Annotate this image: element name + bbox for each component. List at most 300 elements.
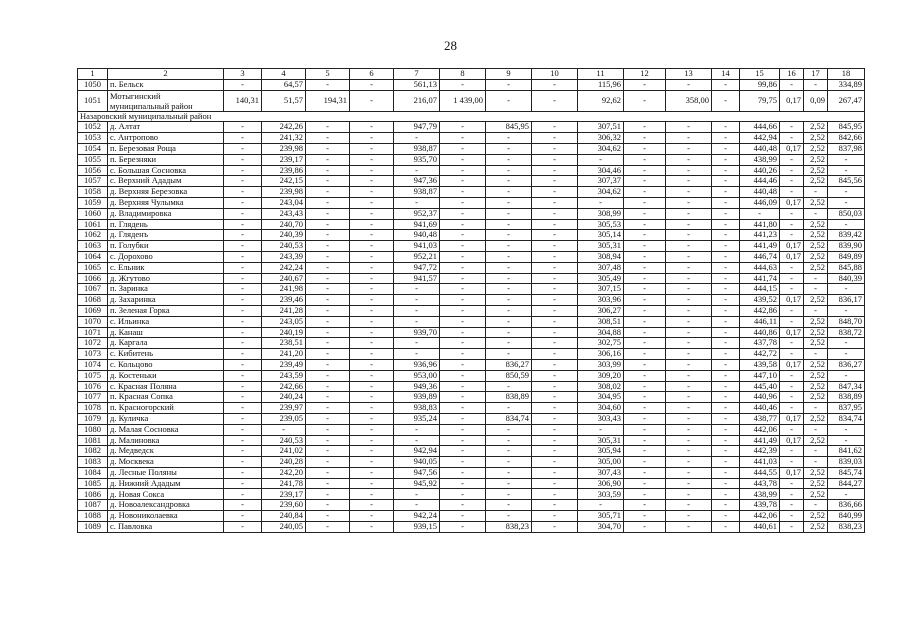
value-cell: - xyxy=(306,219,350,230)
table-row xyxy=(78,457,865,468)
value-cell: - xyxy=(712,392,740,403)
value-cell: - xyxy=(666,219,712,230)
value-cell: - xyxy=(666,241,712,252)
value-cell: 2,52 xyxy=(804,262,828,273)
value-cell: - xyxy=(350,295,394,306)
value-cell: 942,94 xyxy=(394,446,440,457)
settlement-name-cell: д. Владимировка xyxy=(108,208,224,219)
value-cell: - xyxy=(532,208,578,219)
value-cell: - xyxy=(666,295,712,306)
value-cell: - xyxy=(486,511,532,522)
settlement-name-cell: с. Ельник xyxy=(108,262,224,273)
value-cell: 239,17 xyxy=(262,489,306,500)
value-cell: - xyxy=(306,165,350,176)
settlement-name-cell: п. Зеленая Горка xyxy=(108,305,224,316)
value-cell: - xyxy=(350,165,394,176)
row-number-cell: 1087 xyxy=(78,500,108,511)
value-cell: - xyxy=(740,208,780,219)
value-cell: - xyxy=(666,500,712,511)
value-cell: - xyxy=(532,197,578,208)
value-cell: - xyxy=(532,284,578,295)
value-cell: - xyxy=(666,208,712,219)
value-cell: - xyxy=(712,122,740,133)
value-cell: 304,46 xyxy=(578,165,624,176)
value-cell: - xyxy=(712,176,740,187)
value-cell: 239,98 xyxy=(262,143,306,154)
value-cell: - xyxy=(624,392,666,403)
value-cell: - xyxy=(224,435,262,446)
value-cell: - xyxy=(624,457,666,468)
value-cell: - xyxy=(224,327,262,338)
value-cell: 834,74 xyxy=(486,413,532,424)
table-row xyxy=(78,392,865,403)
value-cell: 947,79 xyxy=(394,122,440,133)
value-cell: 440,96 xyxy=(740,392,780,403)
value-cell: - xyxy=(440,327,486,338)
value-cell: 836,66 xyxy=(828,500,865,511)
value-cell: - xyxy=(712,511,740,522)
row-number-cell: 1064 xyxy=(78,251,108,262)
value-cell: - xyxy=(394,500,440,511)
table-row xyxy=(78,316,865,327)
table-row xyxy=(78,489,865,500)
table-row xyxy=(78,338,865,349)
value-cell: 939,15 xyxy=(394,521,440,532)
value-cell: - xyxy=(350,327,394,338)
value-cell: - xyxy=(224,133,262,144)
table-row xyxy=(78,122,865,133)
value-cell: - xyxy=(440,197,486,208)
value-cell: - xyxy=(532,122,578,133)
value-cell: - xyxy=(804,424,828,435)
value-cell: - xyxy=(532,403,578,414)
value-cell: 848,70 xyxy=(828,316,865,327)
value-cell: 6 xyxy=(350,69,394,80)
value-cell: 0,17 xyxy=(780,359,804,370)
value-cell: 243,05 xyxy=(262,316,306,327)
value-cell: 240,39 xyxy=(262,230,306,241)
value-cell: - xyxy=(532,241,578,252)
row-number-cell: 1082 xyxy=(78,446,108,457)
value-cell: 444,63 xyxy=(740,262,780,273)
value-cell: 305,49 xyxy=(578,273,624,284)
value-cell: 242,66 xyxy=(262,381,306,392)
value-cell: - xyxy=(306,305,350,316)
value-cell: - xyxy=(780,349,804,360)
row-number-cell: 1070 xyxy=(78,316,108,327)
value-cell: 947,72 xyxy=(394,262,440,273)
value-cell: - xyxy=(440,392,486,403)
value-cell: 0,17 xyxy=(780,251,804,262)
value-cell: - xyxy=(440,435,486,446)
value-cell: - xyxy=(828,370,865,381)
value-cell: - xyxy=(780,381,804,392)
value-cell: 2,52 xyxy=(804,165,828,176)
value-cell: 942,24 xyxy=(394,511,440,522)
value-cell: - xyxy=(486,446,532,457)
value-cell: - xyxy=(666,381,712,392)
value-cell: - xyxy=(532,79,578,90)
value-cell: - xyxy=(828,187,865,198)
value-cell: - xyxy=(440,284,486,295)
section-row xyxy=(78,111,865,122)
value-cell: - xyxy=(224,197,262,208)
value-cell: - xyxy=(224,370,262,381)
value-cell: 239,86 xyxy=(262,165,306,176)
value-cell: - xyxy=(532,349,578,360)
value-cell: - xyxy=(624,381,666,392)
settlement-name-cell: с. Ильинка xyxy=(108,316,224,327)
value-cell: 13 xyxy=(666,69,712,80)
value-cell: 15 xyxy=(740,69,780,80)
value-cell: 441,80 xyxy=(740,219,780,230)
value-cell: - xyxy=(532,435,578,446)
value-cell: 2,52 xyxy=(804,511,828,522)
settlement-name-cell: п. Заринка xyxy=(108,284,224,295)
value-cell: - xyxy=(306,521,350,532)
row-number-cell: 1089 xyxy=(78,521,108,532)
value-cell: 267,47 xyxy=(828,90,865,111)
value-cell: - xyxy=(224,413,262,424)
value-cell: 2,52 xyxy=(804,122,828,133)
value-cell: - xyxy=(394,165,440,176)
row-number-cell: 1074 xyxy=(78,359,108,370)
value-cell: - xyxy=(624,370,666,381)
table-row xyxy=(78,500,865,511)
settlement-name-cell: п. Березняки xyxy=(108,154,224,165)
value-cell: - xyxy=(350,305,394,316)
value-cell: 441,23 xyxy=(740,230,780,241)
value-cell: 308,51 xyxy=(578,316,624,327)
value-cell: 8 xyxy=(440,69,486,80)
value-cell: - xyxy=(486,424,532,435)
value-cell: - xyxy=(350,359,394,370)
value-cell: 307,43 xyxy=(578,467,624,478)
value-cell: - xyxy=(804,284,828,295)
row-number-cell: 1080 xyxy=(78,424,108,435)
header-row xyxy=(78,69,865,80)
table-row xyxy=(78,284,865,295)
value-cell: 441,49 xyxy=(740,241,780,252)
value-cell: 240,19 xyxy=(262,327,306,338)
value-cell: - xyxy=(486,316,532,327)
value-cell: 306,27 xyxy=(578,305,624,316)
value-cell: - xyxy=(224,500,262,511)
row-number-cell: 1066 xyxy=(78,273,108,284)
value-cell: 2,52 xyxy=(804,370,828,381)
value-cell: 947,36 xyxy=(394,176,440,187)
value-cell: - xyxy=(780,219,804,230)
value-cell: 849,89 xyxy=(828,251,865,262)
value-cell: - xyxy=(224,381,262,392)
value-cell: - xyxy=(224,392,262,403)
value-cell: - xyxy=(666,176,712,187)
value-cell: 242,24 xyxy=(262,262,306,273)
value-cell: - xyxy=(224,122,262,133)
row-number-cell: 1075 xyxy=(78,370,108,381)
value-cell: 216,07 xyxy=(394,90,440,111)
value-cell: - xyxy=(624,165,666,176)
value-cell: 441,03 xyxy=(740,457,780,468)
value-cell: 115,96 xyxy=(578,79,624,90)
table-row xyxy=(78,251,865,262)
page-number: 28 xyxy=(444,38,457,53)
value-cell: - xyxy=(486,327,532,338)
value-cell: 239,60 xyxy=(262,500,306,511)
value-cell: - xyxy=(486,295,532,306)
value-cell: - xyxy=(532,521,578,532)
value-cell: - xyxy=(578,154,624,165)
settlement-name-cell: с. Кольцово xyxy=(108,359,224,370)
value-cell: 240,70 xyxy=(262,219,306,230)
value-cell: 837,95 xyxy=(828,403,865,414)
value-cell: - xyxy=(224,187,262,198)
value-cell: - xyxy=(780,521,804,532)
value-cell: - xyxy=(440,273,486,284)
value-cell: 241,32 xyxy=(262,133,306,144)
value-cell: 845,74 xyxy=(828,467,865,478)
value-cell: - xyxy=(224,143,262,154)
value-cell: - xyxy=(780,403,804,414)
value-cell: - xyxy=(350,219,394,230)
value-cell: - xyxy=(532,187,578,198)
value-cell: - xyxy=(532,316,578,327)
value-cell: - xyxy=(440,478,486,489)
value-cell: - xyxy=(224,273,262,284)
value-cell: - xyxy=(440,381,486,392)
value-cell: - xyxy=(224,208,262,219)
value-cell: - xyxy=(532,133,578,144)
value-cell: - xyxy=(624,143,666,154)
value-cell: 243,04 xyxy=(262,197,306,208)
value-cell: 0,17 xyxy=(780,435,804,446)
value-cell: 837,98 xyxy=(828,143,865,154)
value-cell: - xyxy=(712,208,740,219)
value-cell: 841,62 xyxy=(828,446,865,457)
value-cell: - xyxy=(350,478,394,489)
value-cell: - xyxy=(306,424,350,435)
value-cell: 938,87 xyxy=(394,187,440,198)
value-cell: - xyxy=(224,446,262,457)
value-cell: - xyxy=(486,489,532,500)
table-row xyxy=(78,370,865,381)
value-cell: - xyxy=(306,241,350,252)
value-cell: - xyxy=(712,338,740,349)
settlement-name-cell: д. Канаш xyxy=(108,327,224,338)
value-cell: 2,52 xyxy=(804,327,828,338)
value-cell: 16 xyxy=(780,69,804,80)
value-cell: - xyxy=(440,489,486,500)
row-number-cell: 1055 xyxy=(78,154,108,165)
value-cell: 2,52 xyxy=(804,392,828,403)
value-cell: 309,20 xyxy=(578,370,624,381)
row-number-cell: 1051 xyxy=(78,90,108,111)
value-cell: - xyxy=(350,154,394,165)
value-cell: - xyxy=(780,305,804,316)
settlement-name-cell: с. Антропово xyxy=(108,133,224,144)
value-cell: - xyxy=(350,338,394,349)
value-cell: - xyxy=(624,273,666,284)
value-cell: - xyxy=(712,133,740,144)
value-cell: 838,23 xyxy=(486,521,532,532)
value-cell: - xyxy=(486,143,532,154)
value-cell: 445,40 xyxy=(740,381,780,392)
value-cell: 2,52 xyxy=(804,478,828,489)
value-cell: - xyxy=(486,457,532,468)
value-cell: 442,94 xyxy=(740,133,780,144)
value-cell: - xyxy=(224,284,262,295)
value-cell: 2,52 xyxy=(804,489,828,500)
value-cell: - xyxy=(624,327,666,338)
value-cell: - xyxy=(624,511,666,522)
value-cell: - xyxy=(306,359,350,370)
value-cell: - xyxy=(712,284,740,295)
value-cell: - xyxy=(666,489,712,500)
value-cell: - xyxy=(804,79,828,90)
row-number-cell: 1079 xyxy=(78,413,108,424)
value-cell: 305,71 xyxy=(578,511,624,522)
value-cell: - xyxy=(712,79,740,90)
value-cell: - xyxy=(350,381,394,392)
table-row xyxy=(78,424,865,435)
value-cell: - xyxy=(532,219,578,230)
row-number-cell: 1065 xyxy=(78,262,108,273)
value-cell: 304,70 xyxy=(578,521,624,532)
value-cell: - xyxy=(350,143,394,154)
value-cell: 941,03 xyxy=(394,241,440,252)
value-cell: 842,66 xyxy=(828,133,865,144)
value-cell: 0,09 xyxy=(804,90,828,111)
value-cell: 243,39 xyxy=(262,251,306,262)
value-cell: - xyxy=(666,187,712,198)
value-cell: 440,86 xyxy=(740,327,780,338)
value-cell: 307,37 xyxy=(578,176,624,187)
value-cell: - xyxy=(666,435,712,446)
value-cell: - xyxy=(712,478,740,489)
value-cell: - xyxy=(712,359,740,370)
value-cell: - xyxy=(624,359,666,370)
settlement-name-cell: п. Красногорский xyxy=(108,403,224,414)
value-cell: 839,42 xyxy=(828,230,865,241)
value-cell: - xyxy=(440,413,486,424)
value-cell: - xyxy=(532,338,578,349)
value-cell: - xyxy=(350,197,394,208)
value-cell: 838,72 xyxy=(828,327,865,338)
value-cell: 140,31 xyxy=(224,90,262,111)
value-cell: - xyxy=(350,403,394,414)
value-cell: 305,14 xyxy=(578,230,624,241)
value-cell: - xyxy=(350,424,394,435)
table-row xyxy=(78,79,865,90)
value-cell: 938,83 xyxy=(394,403,440,414)
value-cell: - xyxy=(486,133,532,144)
value-cell: - xyxy=(780,338,804,349)
value-cell: - xyxy=(624,208,666,219)
value-cell: - xyxy=(712,370,740,381)
value-cell: 239,17 xyxy=(262,154,306,165)
value-cell: - xyxy=(532,305,578,316)
value-cell: - xyxy=(532,424,578,435)
value-cell: - xyxy=(666,511,712,522)
value-cell: - xyxy=(350,230,394,241)
value-cell: - xyxy=(624,154,666,165)
row-number-cell: 1057 xyxy=(78,176,108,187)
value-cell: - xyxy=(666,392,712,403)
value-cell: - xyxy=(350,284,394,295)
value-cell: - xyxy=(350,467,394,478)
value-cell: 306,16 xyxy=(578,349,624,360)
value-cell: - xyxy=(440,241,486,252)
settlement-name-cell: д. Новоалександровка xyxy=(108,500,224,511)
value-cell: 838,23 xyxy=(828,521,865,532)
table-row xyxy=(78,208,865,219)
value-cell: - xyxy=(440,349,486,360)
settlement-name-cell: д. Новая Сокса xyxy=(108,489,224,500)
value-cell: - xyxy=(440,165,486,176)
value-cell: - xyxy=(780,511,804,522)
value-cell: - xyxy=(804,208,828,219)
settlement-name-cell: д. Верхняя Березовка xyxy=(108,187,224,198)
value-cell: - xyxy=(532,154,578,165)
value-cell: - xyxy=(350,392,394,403)
table-row xyxy=(78,197,865,208)
value-cell: - xyxy=(486,262,532,273)
value-cell: 941,69 xyxy=(394,219,440,230)
value-cell: 938,87 xyxy=(394,143,440,154)
value-cell: - xyxy=(666,467,712,478)
value-cell: 11 xyxy=(578,69,624,80)
value-cell: - xyxy=(624,122,666,133)
value-cell: 438,77 xyxy=(740,413,780,424)
value-cell: - xyxy=(486,435,532,446)
value-cell: 834,74 xyxy=(828,413,865,424)
value-cell: 240,53 xyxy=(262,435,306,446)
value-cell: - xyxy=(350,273,394,284)
value-cell: - xyxy=(666,424,712,435)
table-row xyxy=(78,187,865,198)
value-cell: - xyxy=(224,230,262,241)
value-cell: 440,46 xyxy=(740,403,780,414)
value-cell: - xyxy=(712,457,740,468)
value-cell: - xyxy=(828,219,865,230)
value-cell: 840,99 xyxy=(828,511,865,522)
settlement-name-cell: п. Красная Сопка xyxy=(108,392,224,403)
value-cell: 240,24 xyxy=(262,392,306,403)
value-cell: - xyxy=(624,489,666,500)
value-cell: - xyxy=(394,295,440,306)
value-cell: - xyxy=(486,241,532,252)
value-cell: - xyxy=(666,359,712,370)
value-cell: - xyxy=(532,381,578,392)
value-cell: 242,26 xyxy=(262,122,306,133)
value-cell: - xyxy=(712,446,740,457)
value-cell: - xyxy=(712,251,740,262)
value-cell: - xyxy=(666,327,712,338)
row-number-cell: 1076 xyxy=(78,381,108,392)
value-cell: - xyxy=(306,273,350,284)
value-cell: - xyxy=(350,500,394,511)
value-cell: - xyxy=(486,176,532,187)
value-cell: - xyxy=(440,295,486,306)
value-cell: - xyxy=(350,349,394,360)
value-cell: 239,49 xyxy=(262,359,306,370)
value-cell: - xyxy=(780,154,804,165)
value-cell: - xyxy=(532,230,578,241)
row-number-cell: 1052 xyxy=(78,122,108,133)
row-number-cell: 1072 xyxy=(78,338,108,349)
value-cell: - xyxy=(350,511,394,522)
value-cell: - xyxy=(350,262,394,273)
